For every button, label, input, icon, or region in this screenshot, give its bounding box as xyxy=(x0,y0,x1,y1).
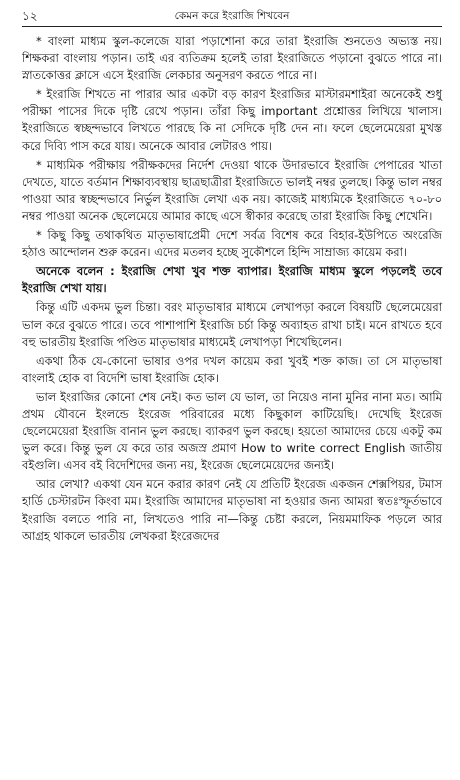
paragraph-8: ভাল ইংরাজির কোনো শেষ নেই। কত ভাল যে ভাল, তা নিয়েও নানা মুনির নানা মত। আমি প্রথম যৌবনে ইংলন্ডে ইংরেজ পরিবারের মধ্যে কিছুকাল কাটিয়েছি। দেখেছি ইংরেজ ছেলেমেয়েরা ইংরাজি বানান ভুল করছে। ব্যাকরণ ভুল করছে। হয়তো আমাদের চেয়ে একটু কম ভুল করে। কিন্তু ভুল যে করে তার অজস্র প্রমাণ How to write correct English জাতীয় বইগুলি। এসব বই বিদেশিদের জন্য নয়, ইংরেজ ছেলেমেয়েদের জন্যই। xyxy=(22,389,442,473)
paragraph-6: কিন্তু এটি একদম ভুল চিন্তা। বরং মাতৃভাষার মাধ্যমে লেখাপড়া করলে বিষয়টি ছেলেমেয়েরা ভাল করে বুঝতে পারে। তবে পাশাপাশি ইংরাজি চর্চা কিন্তু অব্যাহত রাখা চাই। মনে রাখতে হবে বহু ভারতীয় ইংরাজি পণ্ডিত মাতৃভাষার মাধ্যমেই লেখাপড়া শিখেছিলেন। xyxy=(22,300,442,349)
paragraph-9: আর লেখা? একথা যেন মনে করার কারণ নেই যে প্রতিটি ইংরেজ একজন শেক্সপিয়র, টমাস হার্ডি চেস্টারটন কিংবা মম। ইংরাজি আমাদের মাতৃভাষা না হওয়ার জন্য আমরা স্বতঃস্ফূর্তভাবে ইংরাজি বলতে পারি না, লিখতেও পারি না—কিন্তু চেষ্টা করলে, নিয়মমাফিক পড়লে আর আগ্রহ থাকলে ভারতীয় লেখকরা ইংরেজদের xyxy=(22,477,442,543)
paragraph-2: * ইংরাজি শিখতে না পারার আর একটা বড় কারণ ইংরাজির মাস্টারমশাইরা অনেকেই শুধু পরীক্ষা পাসের দিকে দৃষ্টি রেখে পড়ান। তাঁরা কিছু important প্রশ্নোত্তর লিখিয়ে খালাস। ইংরাজিতে স্বচ্ছন্দভাবে লিখতে পারছে কি না সেদিকে দৃষ্টি দেন না। ফলে ছেলেমেয়েরা মুখস্ত করে দিব্যি পাস করে যায়। অনেকে আবার লেটারও পায়। xyxy=(22,87,442,153)
paragraph-1: * বাংলা মাধ্যম স্কুল-কলেজে যারা পড়াশোনা করে তারা ইংরাজি শুনতেও অভ্যস্ত নয়। শিক্ষকরা বাংলায় পড়ান। তাই এর ব্যতিক্রম হলেই তারা ইংরাজিতে পড়ানো বুঝতে পারে না। স্নাতকোত্তর ক্লাসে এসে ইংরাজি লেকচার অনুসরণ করতে পারে না। xyxy=(22,34,442,83)
paragraph-3: * মাধ্যমিক পরীক্ষায় পরীক্ষকদের নির্দেশ দেওয়া থাকে উদারভাবে ইংরাজি পেপারের খাতা দেখতে, যাতে বর্তমান শিক্ষাব্যবস্থায় ছাত্রছাত্রীরা ইংরাজিতে ভালই নম্বর তুলছে। কিন্তু ভাল নম্বর পাওয়া আর স্বচ্ছন্দভাবে নির্ভুল ইংরাজি লেখা এক নয়। কাজেই মাধ্যমিকে ইংরাজিতে ৭০-৮০ নম্বর পাওয়া অনেক ছেলেমেয়ে আমার কাছে এসে স্বীকার করেছে তারা ইংরাজি কিছু শেখেনি। xyxy=(22,157,442,223)
paragraph-7: একথা ঠিক যে-কোনো ভাষার ওপর দখল কায়েম করা খুবই শক্ত কাজ। তা সে মাতৃভাষা বাংলাই হোক বা বিদেশি ভাষা ইংরাজি হোক। xyxy=(22,353,442,385)
page-header xyxy=(22,8,442,27)
page-number: ১২ xyxy=(22,9,38,23)
page-body xyxy=(22,33,442,545)
paragraph-4: * কিছু কিছু তথাকথিত মাতৃভাষাপ্রেমী দেশে সর্বত্র বিশেষ করে বিহার-ইউপিতে অংরেজি হঠাও আন্দোলন শুরু করেন। এদের মতলব হচ্ছে সুকৌশলে হিন্দি সাম্রাজ্য কায়েম করা। xyxy=(22,228,442,260)
paragraph-5-bold-statement: অনেকে বলেন : ইংরাজি শেখা খুব শক্ত ব্যাপার। ইংরাজি মাধ্যম স্কুলে পড়লেই তবে ইংরাজি শেখা যায়। xyxy=(22,264,442,296)
running-title: কেমন করে ইংরাজি শিখবেন xyxy=(174,10,290,22)
